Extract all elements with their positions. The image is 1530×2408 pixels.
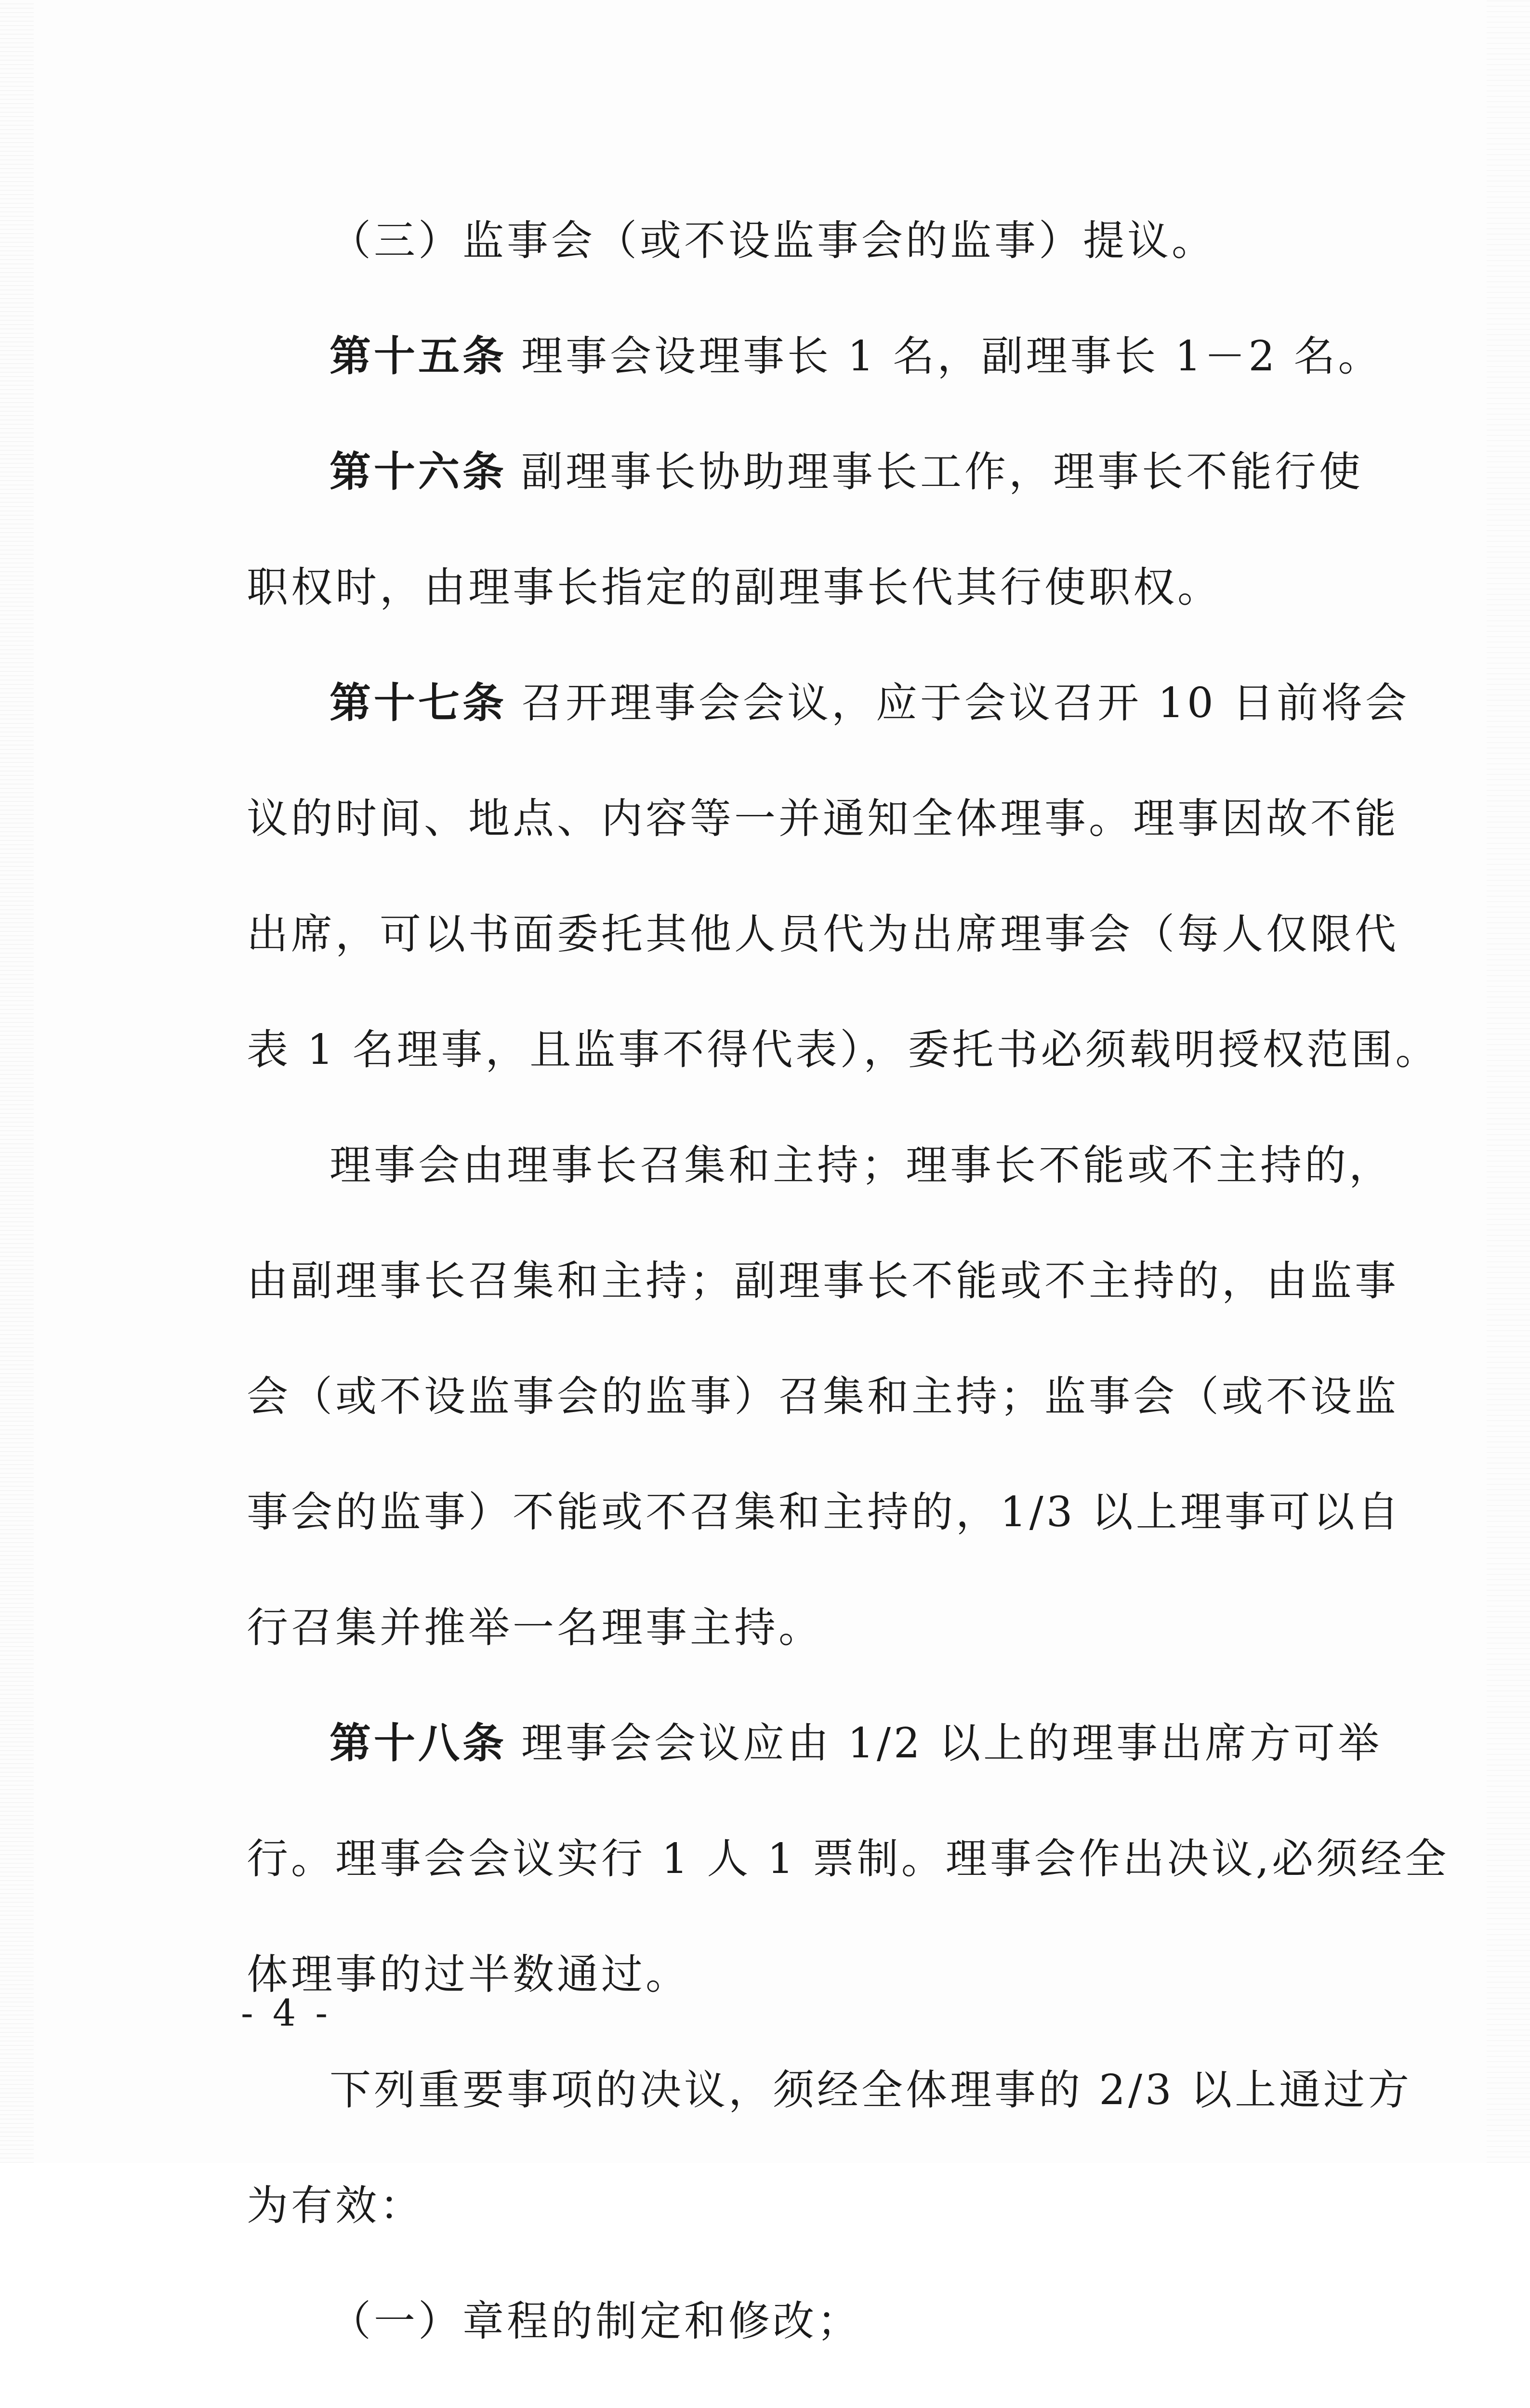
article-18: 第十八条 理事会会议应由 1/2 以上的理事出席方可举 xyxy=(330,1719,1383,1767)
body-line: 职权时，由理事长指定的副理事长代其行使职权。 xyxy=(247,563,1222,612)
page-number: - 4 - xyxy=(241,1991,332,2034)
body-line: 表 1 名理事，且监事不得代表），委托书必须载明授权范围。 xyxy=(247,1026,1440,1074)
body-line: 会（或不设监事会的监事）召集和主持；监事会（或不设监 xyxy=(247,1373,1399,1421)
article-15: 第十五条 理事会设理事长 1 名，副理事长 1－2 名。 xyxy=(330,332,1383,380)
body-line: 出席，可以书面委托其他人员代为出席理事会（每人仅限代 xyxy=(247,910,1399,958)
body-line: 下列重要事项的决议，须经全体理事的 2/3 以上通过方 xyxy=(330,2066,1412,2114)
body-line: 体理事的过半数通过。 xyxy=(247,1950,690,1999)
article-heading: 第十七条 xyxy=(330,679,507,727)
list-item xyxy=(247,2379,1311,2408)
body-line: 行。理事会会议实行 1 人 1 票制。理事会作出决议,必须经全 xyxy=(247,1835,1450,1883)
body-line: 由副理事长召集和主持；副理事长不能或不主持的，由监事 xyxy=(247,1257,1399,1305)
list-item: （一）章程的制定和修改； xyxy=(330,2297,861,2345)
document-body xyxy=(247,183,1450,2408)
body-line: 议的时间、地点、内容等一并通知全体理事。理事因故不能 xyxy=(247,795,1399,843)
body-line: 理事会由理事长召集和主持；理事长不能或不主持的， xyxy=(330,1141,1393,1190)
body-line: 事会的监事）不能或不召集和主持的，1/3 以上理事可以自 xyxy=(247,1488,1402,1536)
body-line: （三）监事会（或不设监事会的监事）提议。 xyxy=(330,217,1216,265)
body-line: 为有效： xyxy=(247,2182,424,2230)
article-heading: 第十八条 xyxy=(330,1719,507,1767)
article-heading: 第十六条 xyxy=(330,448,507,496)
scan-edge-right xyxy=(1487,0,1530,2163)
article-16: 第十六条 副理事长协助理事长工作，理事长不能行使 xyxy=(330,448,1363,496)
body-line: 行召集并推举一名理事主持。 xyxy=(247,1604,823,1652)
article-heading: 第十五条 xyxy=(330,332,507,380)
scan-edge-left xyxy=(0,0,34,2163)
article-17: 第十七条 召开理事会会议，应于会议召开 10 日前将会 xyxy=(330,679,1410,727)
